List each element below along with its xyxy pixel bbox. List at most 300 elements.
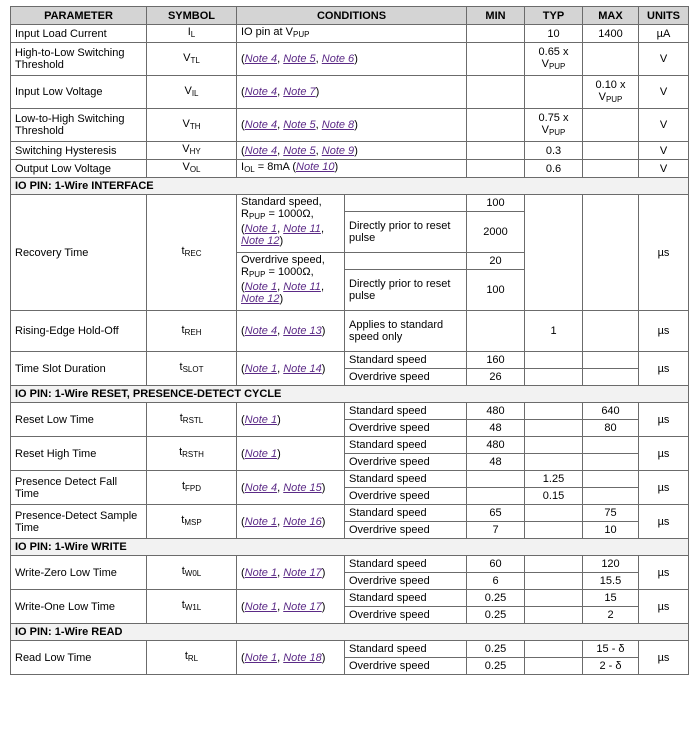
max-cell <box>583 471 639 488</box>
symbol: I <box>187 26 191 38</box>
header-min: MIN <box>467 7 525 25</box>
separator: , <box>277 86 284 98</box>
units-cell: µs <box>639 311 689 352</box>
table-row <box>11 195 689 212</box>
max-factor: 0.10 x <box>595 78 626 91</box>
condition-text: R <box>241 266 249 278</box>
symbol-cell <box>147 590 237 624</box>
param-cell: Input Load Current <box>11 25 147 43</box>
speed-cell: Standard speed <box>345 352 467 369</box>
speed-cell: Overdrive speed <box>345 658 467 675</box>
separator: , <box>277 281 284 293</box>
speed-cell: Overdrive speed <box>345 454 467 471</box>
max-sub: PUP <box>605 94 623 104</box>
param-cell: Switching Hysteresis <box>11 142 147 160</box>
symbol-cell <box>147 160 237 178</box>
max-cell: 2 <box>583 607 639 624</box>
symbol: t <box>179 412 183 424</box>
max-cell <box>583 109 639 142</box>
units-cell: V <box>639 160 689 178</box>
condition-cell <box>237 403 345 437</box>
min-cell <box>467 488 525 505</box>
min-cell: 100 <box>467 195 525 212</box>
symbol: t <box>181 565 185 577</box>
param-cell: Time Slot Duration <box>11 352 147 386</box>
param-cell: Write-Zero Low Time <box>11 556 147 590</box>
condition-cell <box>237 253 345 311</box>
note-link[interactable]: Note 8 <box>321 119 355 131</box>
note-link[interactable]: Note 1 <box>244 281 278 293</box>
condition-sub: PUP <box>292 30 310 39</box>
paren: ( <box>241 281 245 293</box>
paren: ) <box>315 86 320 98</box>
separator: , <box>277 144 284 157</box>
typ-cell <box>525 522 583 539</box>
max-cell <box>583 437 639 454</box>
note-link[interactable]: Note 4 <box>244 119 278 131</box>
paren: ) <box>354 119 358 131</box>
table-row <box>11 352 689 369</box>
condition2-cell <box>345 253 467 270</box>
min-cell: 100 <box>467 270 525 311</box>
condition-sub: PUP <box>248 212 266 221</box>
note-link[interactable]: Note 17 <box>283 600 322 613</box>
separator: , <box>315 144 322 157</box>
min-cell: 6 <box>467 573 525 590</box>
header-symbol: SYMBOL <box>147 7 237 25</box>
condition-cell <box>237 25 467 43</box>
symbol-cell <box>147 142 237 160</box>
section-title: IO PIN: 1-Wire INTERFACE <box>11 178 689 195</box>
typ-factor: 0.75 x <box>538 111 569 124</box>
table-row <box>11 109 689 142</box>
units-cell: µs <box>639 505 689 539</box>
param-cell: Input Low Voltage <box>11 76 147 109</box>
speed-cell: Overdrive speed <box>345 488 467 505</box>
min-cell: 0.25 <box>467 590 525 607</box>
units-cell: V <box>639 142 689 160</box>
paren: ) <box>321 325 326 337</box>
paren: ) <box>334 161 339 173</box>
symbol-sub: RSTL <box>182 416 204 425</box>
section-row <box>11 386 689 403</box>
note-link[interactable]: Note 4 <box>244 144 278 157</box>
header-typ: TYP <box>525 7 583 25</box>
speed-cell: Standard speed <box>345 471 467 488</box>
note-link[interactable]: Note 1 <box>244 566 278 579</box>
section-row <box>11 539 689 556</box>
max-cell: 640 <box>583 403 639 420</box>
typ-cell: 0.15 <box>525 488 583 505</box>
note-link[interactable]: Note 4 <box>244 86 278 98</box>
typ-cell <box>525 454 583 471</box>
symbol-sub: TL <box>190 55 200 65</box>
typ-var: V <box>541 57 549 70</box>
symbol-cell <box>147 471 237 505</box>
condition-text: = 1000Ω, <box>265 266 314 278</box>
condition2-cell: Applies to standard speed only <box>345 311 467 352</box>
separator: , <box>277 481 284 494</box>
param-cell: Recovery Time <box>11 195 147 311</box>
typ-cell <box>525 369 583 386</box>
units-cell: V <box>639 76 689 109</box>
symbol: V <box>184 84 192 97</box>
header-max: MAX <box>583 7 639 25</box>
note-link[interactable]: Note 4 <box>244 481 278 494</box>
units-cell: µs <box>639 195 689 311</box>
table-row <box>11 25 689 43</box>
speed-cell: Standard speed <box>345 641 467 658</box>
table-row <box>11 311 689 352</box>
max-cell: 75 <box>583 505 639 522</box>
symbol: t <box>179 446 183 458</box>
paren: ( <box>241 413 245 426</box>
units-cell: µs <box>639 352 689 386</box>
speed-cell: Standard speed <box>345 556 467 573</box>
symbol-cell <box>147 76 237 109</box>
condition-cell <box>237 142 467 160</box>
condition-text: Overdrive speed, <box>241 254 325 266</box>
max-cell <box>583 311 639 352</box>
condition-text: I <box>241 161 245 173</box>
paren: ) <box>277 447 281 460</box>
max-cell: 80 <box>583 420 639 437</box>
paren: ( <box>241 86 245 98</box>
condition-cell <box>237 471 345 505</box>
units-cell: µs <box>639 437 689 471</box>
condition-cell <box>237 311 345 352</box>
separator: , <box>277 119 284 131</box>
symbol-sub: HY <box>189 147 201 156</box>
units-cell: µs <box>639 403 689 437</box>
condition-cell <box>237 641 345 675</box>
symbol-cell <box>147 195 237 311</box>
section-title: IO PIN: 1-Wire WRITE <box>11 539 689 556</box>
speed-cell: Overdrive speed <box>345 573 467 590</box>
note-link[interactable]: Note 16 <box>283 515 322 528</box>
max-cell <box>583 142 639 160</box>
paren: ) <box>321 481 326 494</box>
max-cell <box>583 43 639 76</box>
table-row <box>11 590 689 607</box>
param-cell: High-to-Low Switching Threshold <box>11 43 147 76</box>
max-cell <box>583 76 639 109</box>
min-cell: 480 <box>467 403 525 420</box>
symbol: V <box>182 161 190 173</box>
speed-cell: Overdrive speed <box>345 420 467 437</box>
table-row <box>11 471 689 488</box>
paren: ( <box>241 515 245 528</box>
note-link[interactable]: Note 5 <box>283 119 316 131</box>
min-cell: 7 <box>467 522 525 539</box>
paren: ( <box>241 53 245 65</box>
symbol-cell <box>147 556 237 590</box>
paren: ( <box>241 651 245 664</box>
section-row <box>11 178 689 195</box>
paren: ) <box>354 144 358 157</box>
max-cell: 120 <box>583 556 639 573</box>
condition2-cell: Directly prior to reset pulse <box>345 212 467 253</box>
note-link[interactable]: Note 5 <box>283 53 316 65</box>
typ-sub: PUP <box>548 61 566 71</box>
paren: ( <box>241 566 245 579</box>
condition-cell <box>237 437 345 471</box>
table-row <box>11 437 689 454</box>
condition-cell <box>237 590 345 624</box>
symbol-sub: REC <box>184 249 202 258</box>
typ-cell <box>525 573 583 590</box>
max-cell: 1400 <box>583 25 639 43</box>
separator: , <box>315 119 322 131</box>
note-link[interactable]: Note 4 <box>244 53 278 65</box>
typ-cell <box>525 607 583 624</box>
min-cell <box>467 76 525 109</box>
separator: , <box>277 325 284 337</box>
table-row <box>11 556 689 573</box>
min-cell: 65 <box>467 505 525 522</box>
table-row <box>11 76 689 109</box>
max-var: V <box>598 90 606 103</box>
min-cell <box>467 142 525 160</box>
symbol-cell <box>147 437 237 471</box>
units-cell: V <box>639 43 689 76</box>
note-link[interactable]: Note 18 <box>283 651 322 664</box>
condition-text: = 1000Ω, <box>265 208 314 220</box>
paren: ) <box>321 566 326 579</box>
min-cell: 20 <box>467 253 525 270</box>
speed-cell: Standard speed <box>345 437 467 454</box>
symbol: V <box>182 117 190 130</box>
max-cell: 2 - δ <box>583 658 639 675</box>
typ-cell <box>525 556 583 573</box>
param-cell: Low-to-High Switching Threshold <box>11 109 147 142</box>
note-link[interactable]: Note 15 <box>283 481 322 494</box>
min-cell: 26 <box>467 369 525 386</box>
table-row <box>11 43 689 76</box>
section-title: IO PIN: 1-Wire RESET, PRESENCE-DETECT CYCLE <box>11 386 689 403</box>
max-cell <box>583 369 639 386</box>
symbol-cell <box>147 25 237 43</box>
symbol-cell <box>147 505 237 539</box>
units-cell: µs <box>639 471 689 505</box>
paren: ( <box>241 325 245 337</box>
note-link[interactable]: Note 1 <box>244 600 278 613</box>
note-link[interactable]: Note 1 <box>244 413 278 426</box>
symbol: t <box>179 361 183 373</box>
min-cell <box>467 43 525 76</box>
max-cell <box>583 488 639 505</box>
separator: , <box>277 600 284 613</box>
param-cell: Output Low Voltage <box>11 160 147 178</box>
min-cell: 48 <box>467 454 525 471</box>
symbol-cell <box>147 109 237 142</box>
symbol-sub: REH <box>184 327 202 337</box>
header-parameter: PARAMETER <box>11 7 147 25</box>
note-link[interactable]: Note 12 <box>241 293 280 305</box>
units-cell: µA <box>639 25 689 43</box>
typ-cell <box>525 403 583 420</box>
separator: , <box>320 223 324 235</box>
condition2-cell <box>345 195 467 212</box>
max-cell <box>583 352 639 369</box>
typ-cell <box>525 76 583 109</box>
speed-cell: Overdrive speed <box>345 369 467 386</box>
separator: , <box>277 362 284 375</box>
paren: ) <box>277 413 281 426</box>
speed-cell: Standard speed <box>345 505 467 522</box>
note-link[interactable]: Note 5 <box>283 144 316 157</box>
symbol-sub: RL <box>187 654 199 663</box>
units-cell: µs <box>639 556 689 590</box>
electrical-characteristics-table <box>10 6 689 675</box>
typ-cell: 1 <box>525 311 583 352</box>
symbol-cell <box>147 352 237 386</box>
symbol-cell <box>147 43 237 76</box>
condition-text: IO pin at V <box>241 26 293 38</box>
paren: ) <box>321 515 326 528</box>
min-cell: 2000 <box>467 212 525 253</box>
paren: ) <box>321 600 326 613</box>
symbol-sub: L <box>190 30 196 39</box>
symbol: t <box>181 480 186 492</box>
typ-cell: 1.25 <box>525 471 583 488</box>
symbol-sub: FPD <box>185 484 202 493</box>
separator: , <box>277 53 284 65</box>
max-cell: 10 <box>583 522 639 539</box>
typ-sub: PUP <box>548 127 566 137</box>
max-cell: 15.5 <box>583 573 639 590</box>
min-cell: 160 <box>467 352 525 369</box>
condition-sub: OL <box>244 165 255 174</box>
max-cell <box>583 454 639 471</box>
units-cell: µs <box>639 590 689 624</box>
typ-cell <box>525 658 583 675</box>
paren: ( <box>241 144 245 157</box>
param-cell: Write-One Low Time <box>11 590 147 624</box>
min-cell: 60 <box>467 556 525 573</box>
max-cell: 15 - δ <box>583 641 639 658</box>
symbol: t <box>181 599 185 611</box>
note-link[interactable]: Note 6 <box>321 53 355 65</box>
section-row <box>11 624 689 641</box>
min-cell <box>467 471 525 488</box>
symbol-cell <box>147 311 237 352</box>
symbol-sub: W1L <box>184 603 202 612</box>
paren: ) <box>321 651 326 664</box>
typ-cell <box>525 420 583 437</box>
section-title: IO PIN: 1-Wire READ <box>11 624 689 641</box>
typ-var: V <box>541 123 549 136</box>
min-cell: 0.25 <box>467 658 525 675</box>
typ-cell <box>525 109 583 142</box>
symbol: t <box>184 650 188 662</box>
note-link[interactable]: Note 13 <box>283 325 322 337</box>
note-link[interactable]: Note 7 <box>283 86 316 98</box>
table-row <box>11 641 689 658</box>
table-row <box>11 142 689 160</box>
header-row <box>11 7 689 25</box>
note-link[interactable]: Note 1 <box>244 515 278 528</box>
units-cell: µs <box>639 641 689 675</box>
max-cell: 15 <box>583 590 639 607</box>
min-cell: 0.25 <box>467 607 525 624</box>
param-cell: Reset High Time <box>11 437 147 471</box>
condition-cell <box>237 195 345 253</box>
min-cell <box>467 109 525 142</box>
min-cell <box>467 25 525 43</box>
condition-cell <box>237 160 467 178</box>
max-cell <box>583 195 639 311</box>
separator: , <box>277 223 284 235</box>
typ-factor: 0.65 x <box>538 45 569 58</box>
paren: ( <box>241 362 245 375</box>
separator: , <box>277 566 284 579</box>
separator: , <box>315 53 322 65</box>
table-row <box>11 505 689 522</box>
typ-cell: 0.6 <box>525 160 583 178</box>
param-cell: Presence Detect Fall Time <box>11 471 147 505</box>
speed-cell: Overdrive speed <box>345 607 467 624</box>
note-link[interactable]: Note 1 <box>244 447 278 460</box>
symbol: t <box>181 245 185 257</box>
condition-cell <box>237 76 467 109</box>
symbol-sub: OL <box>189 165 201 174</box>
table-row <box>11 403 689 420</box>
symbol-cell <box>147 641 237 675</box>
condition-cell <box>237 505 345 539</box>
param-cell: Reset Low Time <box>11 403 147 437</box>
note-link[interactable]: Note 1 <box>244 223 278 235</box>
condition-cell <box>237 43 467 76</box>
min-cell <box>467 160 525 178</box>
typ-cell: 0.3 <box>525 142 583 160</box>
param-cell: Presence-Detect Sample Time <box>11 505 147 539</box>
symbol-sub: TH <box>189 121 201 131</box>
note-link[interactable]: Note 12 <box>241 235 280 247</box>
note-link[interactable]: Note 11 <box>283 281 321 293</box>
separator: , <box>277 651 284 664</box>
note-link[interactable]: Note 9 <box>321 144 355 157</box>
typ-cell <box>525 437 583 454</box>
typ-cell <box>525 43 583 76</box>
note-link[interactable]: Note 1 <box>244 651 278 664</box>
symbol-sub: RSTH <box>182 450 204 459</box>
condition-text: Standard speed, <box>241 196 322 208</box>
note-link[interactable]: Note 11 <box>283 223 321 235</box>
note-link[interactable]: Note 4 <box>244 325 278 337</box>
min-cell: 480 <box>467 437 525 454</box>
speed-cell: Standard speed <box>345 590 467 607</box>
note-link[interactable]: Note 1 <box>244 362 278 375</box>
symbol-cell <box>147 403 237 437</box>
symbol-sub: W0L <box>184 569 202 578</box>
paren: ( <box>241 600 245 613</box>
symbol: V <box>183 51 191 64</box>
note-link[interactable]: Note 17 <box>283 566 322 579</box>
note-link[interactable]: Note 14 <box>283 362 322 375</box>
typ-cell <box>525 590 583 607</box>
note-link[interactable]: Note 10 <box>296 161 335 173</box>
symbol: t <box>181 323 185 336</box>
symbol: V <box>182 143 190 155</box>
min-cell: 0.25 <box>467 641 525 658</box>
paren: ) <box>321 362 326 375</box>
symbol-sub: SLOT <box>182 365 204 374</box>
paren: ) <box>354 53 358 65</box>
typ-cell <box>525 641 583 658</box>
condition-sub: PUP <box>248 270 266 279</box>
header-conditions: CONDITIONS <box>237 7 467 25</box>
